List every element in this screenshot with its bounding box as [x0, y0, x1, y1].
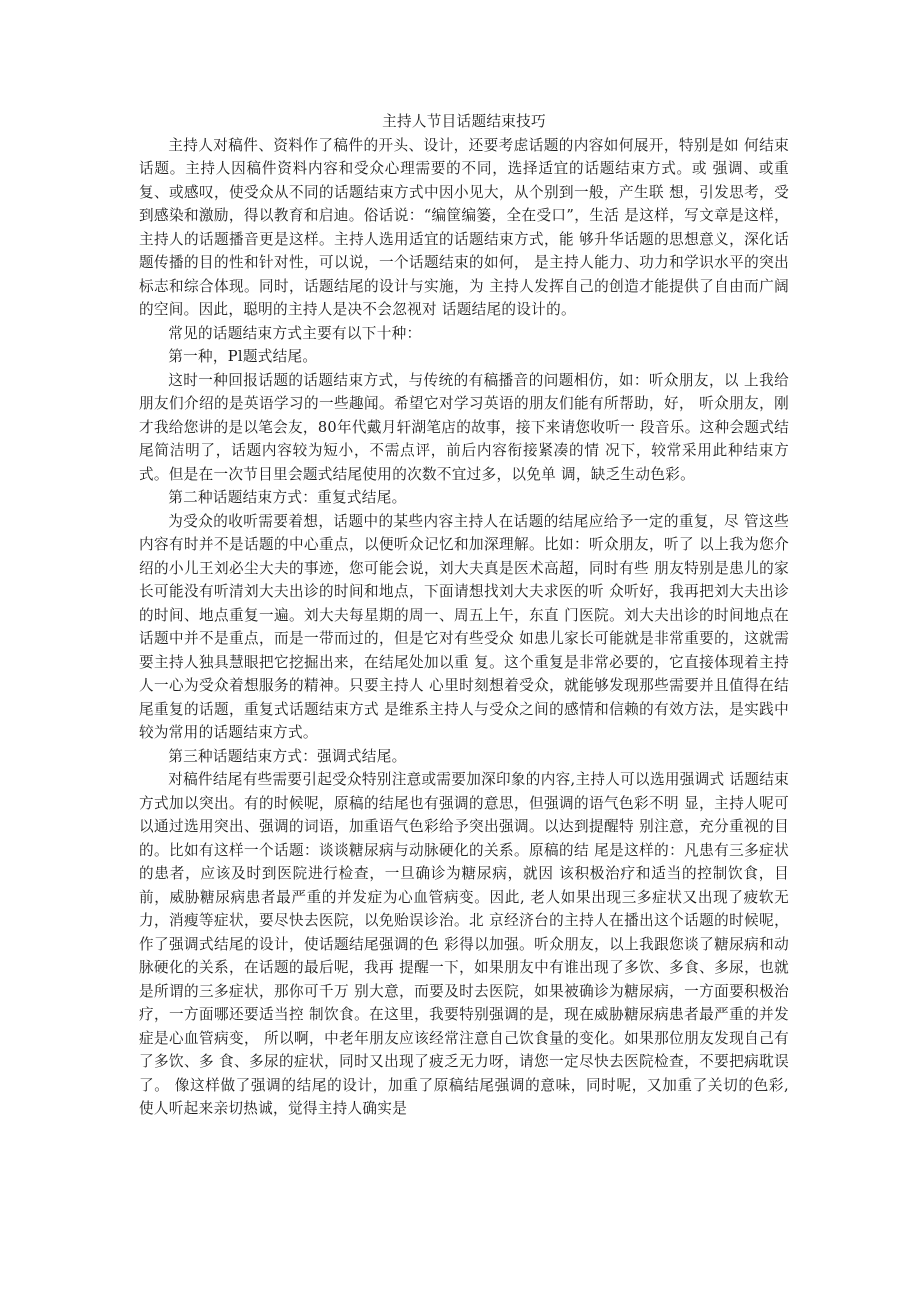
section-1-body: 这时一种回报话题的话题结束方式，与传统的有稿播音的问题相仿，如：听众朋友，以 上我给朋友们介绍的是英语学习的一些趣闻。希望它对学习英语的朋友们能有所帮助，好， 听众朋友，刚才我给您讲的是以笔会友，80年代戴月轩湖笔店的故事，接下来请您收听一 段音乐。这种会题式结尾简洁明了，话题内容较为短小，不需点评，前后内容衔接紧凑的情 况下，较常采用此种结束方式。但是在一次节目里会题式结尾使用的次数不宜过多，以免单 调，缺乏生动色彩。: [139, 371, 789, 483]
section-2-body: 为受众的收听需要着想，话题中的某些内容主持人在话题的结尾应给予一定的重复，尽 管这些内容有时并不是话题的中心重点，以便听众记忆和加深理解。比如：听众朋友，听了 以上我为您介绍的小儿王刘必尘大夫的事迹，您可能会说，刘大夫真是医术高超，同时有些 朋友特别是患儿的家长可能没有听清刘大夫出诊的时间和地点，下面请想找刘大夫求医的听 众听好，我再把刘大夫出诊的时间、地点重复一遍。刘大夫每星期的周一、周五上午，东直 门医院。刘大夫出诊的时间地点在话题中并不是重点，而是一带而过的，但是它对有些受众 如患儿家长可能就是非常重要的，这就需要主持人独具慧眼把它挖掘出来，在结尾处加以重 复。这个重复是非常必要的，它直接体现着主持人一心为受众着想服务的精神。只要主持人 心里时刻想着受众，就能够发现那些需要并且值得在结尾重复的话题，重复式话题结束方式 是维系主持人与受众之间的感情和信赖的有效方法，是实践中较为常用的话题结束方式。: [139, 512, 789, 741]
document-title: 主持人节目话题结束技巧: [382, 113, 546, 130]
section-2-heading: 第二种话题结束方式：重复式结尾。: [168, 489, 407, 506]
intro-paragraph: 主持人对稿件、资料作了稿件的开头、设计，还要考虑话题的内容如何展开，特别是如 何结束话题。主持人因稿件资料内容和受众心理需要的不同，选择适宜的话题结束方式。或 强调、或重复、或感叹，使受众从不同的话题结束方式中因小见大，从个别到一般，产生联 想，引发思考，受到感染和激励，得以教育和启迪。俗话说：“编筐编篓，全在受口”，生活 是这样，写文章是这样，主持人的话题播音更是这样。主持人选用适宜的话题结束方式，能 够升华话题的思想意义，深化话题传播的目的性和针对性，可以说，一个话题结束的如何， 是主持人能力、功力和学识水平的突出标志和综合体现。同时，话题结尾的设计与实施，为 主持人发挥自己的创造才能提供了自由而广阔的空间。因此，聪明的主持人是决不会忽视对 话题结尾的设计的。: [139, 136, 789, 318]
section-3-body: 对稿件结尾有些需要引起受众特别注意或需要加深印象的内容,主持人可以选用强调式 话题结束方式加以突出。有的时候呢，原稿的结尾也有强调的意思，但强调的语气色彩不明 显，主持人呢可以通过选用突出、强调的词语，加重语气色彩给予突出强调。以达到提醒特 别注意，充分重视的目的。比如有这样一个话题：谈谈糖尿病与动脉硬化的关系。原稿的结 尾是这样的：凡患有三多症状的患者，应该及时到医院进行检查，一旦确诊为糖尿病，就因 该积极治疗和适当的控制饮食，目前，威胁糖尿病患者最严重的并发症为心血管病变。因此, 老人如果出现三多症状又出现了疲软无力，消瘦等症状，要尽快去医院，以免贻误诊治。北 京经济台的主持人在播出这个话题的时候呢，作了强调式结尾的设计，使话题结尾强调的色 彩得以加强。听众朋友，以上我跟您谈了糖尿病和动脉硬化的关系，在话题的最后呢，我再 提醒一下，如果朋友中有谁出现了多饮、多食、多尿，也就是所谓的三多症状，那你可千万 别大意，而要及时去医院，如果被确诊为糖尿病，一方面要积极治疗，一方面哪还要适当控 制饮食。在这里，我要特别强调的是，现在威胁糖尿病患者最严重的并发症是心血管病变， 所以啊，中老年朋友应该经常注意自己饮食量的变化。如果那位朋友发现自己有了多饮、多 食、多尿的症状，同时又出现了疲乏无力呀，请您一定尽快去医院检查，不要把病耽误了。 像这样做了强调的结尾的设计，加重了原稿结尾强调的意味，同时呢，又加重了关切的色彩, 使人听起来亲切热诚，觉得主持人确实是: [139, 771, 789, 1117]
section-1-heading: 第一种，Pl题式结尾。: [168, 348, 318, 365]
section-3-heading: 第三种话题结束方式：强调式结尾。: [168, 747, 407, 765]
document-page: [139, 110, 789, 1121]
summary-paragraph: 常见的话题结束方式主要有以下十种：: [168, 324, 422, 342]
